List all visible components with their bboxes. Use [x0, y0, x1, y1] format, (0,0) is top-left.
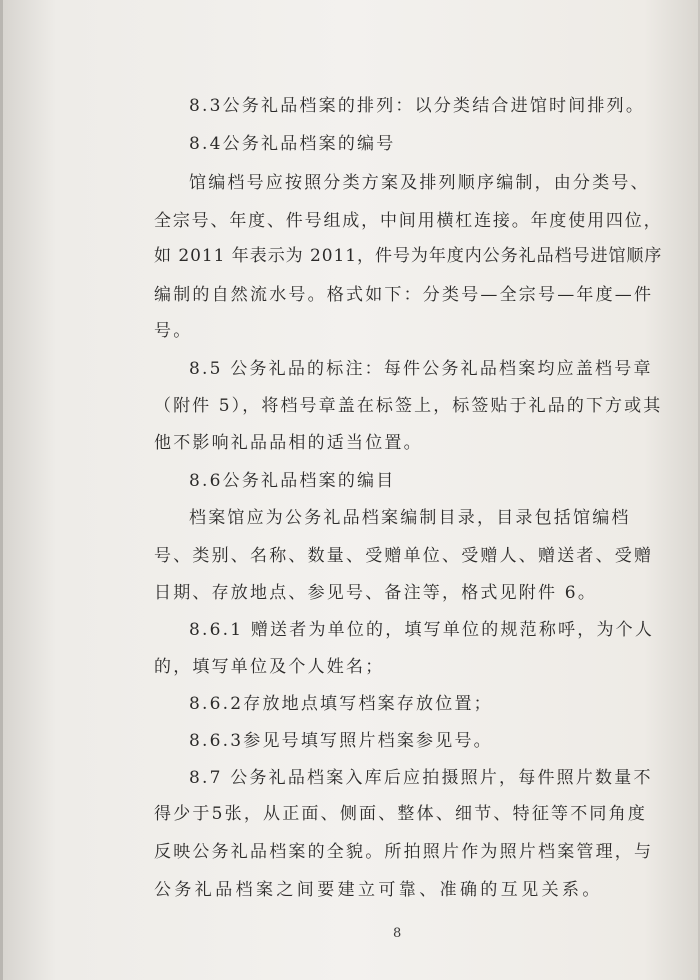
- text-line-14: 日期、存放地点、参见号、备注等，格式见附件 6。: [154, 583, 598, 603]
- text-line-9: （附件 5），将档号章盖在标签上，标签贴于礼品的下方或其: [154, 396, 663, 416]
- text-line-5: 如 2011 年表示为 2011，件号为年度内公务礼品档号进馆顺序: [154, 246, 663, 266]
- text-line-2: 8.4公务礼品档案的编号: [189, 134, 396, 154]
- text-line-7: 号。: [154, 321, 193, 341]
- text-line-21: 反映公务礼品档案的全貌。所拍照片作为照片档案管理，与: [154, 842, 654, 862]
- text-line-18: 8.6.3参见号填写照片档案参见号。: [189, 731, 493, 751]
- text-line-20: 得少于5张，从正面、侧面、整体、细节、特征等不同角度: [154, 804, 648, 824]
- text-line-12: 档案馆应为公务礼品档案编制目录，目录包括馆编档: [189, 508, 631, 528]
- text-line-15: 8.6.1 赠送者为单位的，填写单位的规范称呼，为个人: [189, 620, 655, 640]
- text-line-6: 编制的自然流水号。格式如下：分类号—全宗号—年度—件: [154, 285, 654, 305]
- text-line-17: 8.6.2存放地点填写档案存放位置；: [189, 694, 493, 714]
- text-line-22: 公务礼品档案之间要建立可靠、准确的互见关系。: [154, 880, 603, 900]
- text-line-3: 馆编档号应按照分类方案及排列顺序编制，由分类号、: [189, 173, 650, 193]
- text-line-19: 8.7 公务礼品档案入库后应拍摄照片，每件照片数量不: [189, 768, 653, 788]
- text-line-4: 全宗号、年度、件号组成，中间用横杠连接。年度使用四位，: [154, 211, 663, 231]
- text-line-1: 8.3公务礼品档案的排列：以分类结合进馆时间排列。: [189, 96, 646, 116]
- text-line-13: 号、类别、名称、数量、受赠单位、受赠人、赠送者、受赠: [154, 546, 654, 566]
- text-line-11: 8.6公务礼品档案的编目: [189, 471, 396, 491]
- text-line-10: 他不影响礼品品相的适当位置。: [154, 433, 423, 453]
- page-number: 8: [393, 926, 402, 941]
- text-line-8: 8.5 公务礼品的标注：每件公务礼品档案均应盖档号章: [189, 359, 653, 379]
- text-line-16: 的，填写单位及个人姓名；: [154, 657, 385, 677]
- page-left-edge: [0, 0, 3, 980]
